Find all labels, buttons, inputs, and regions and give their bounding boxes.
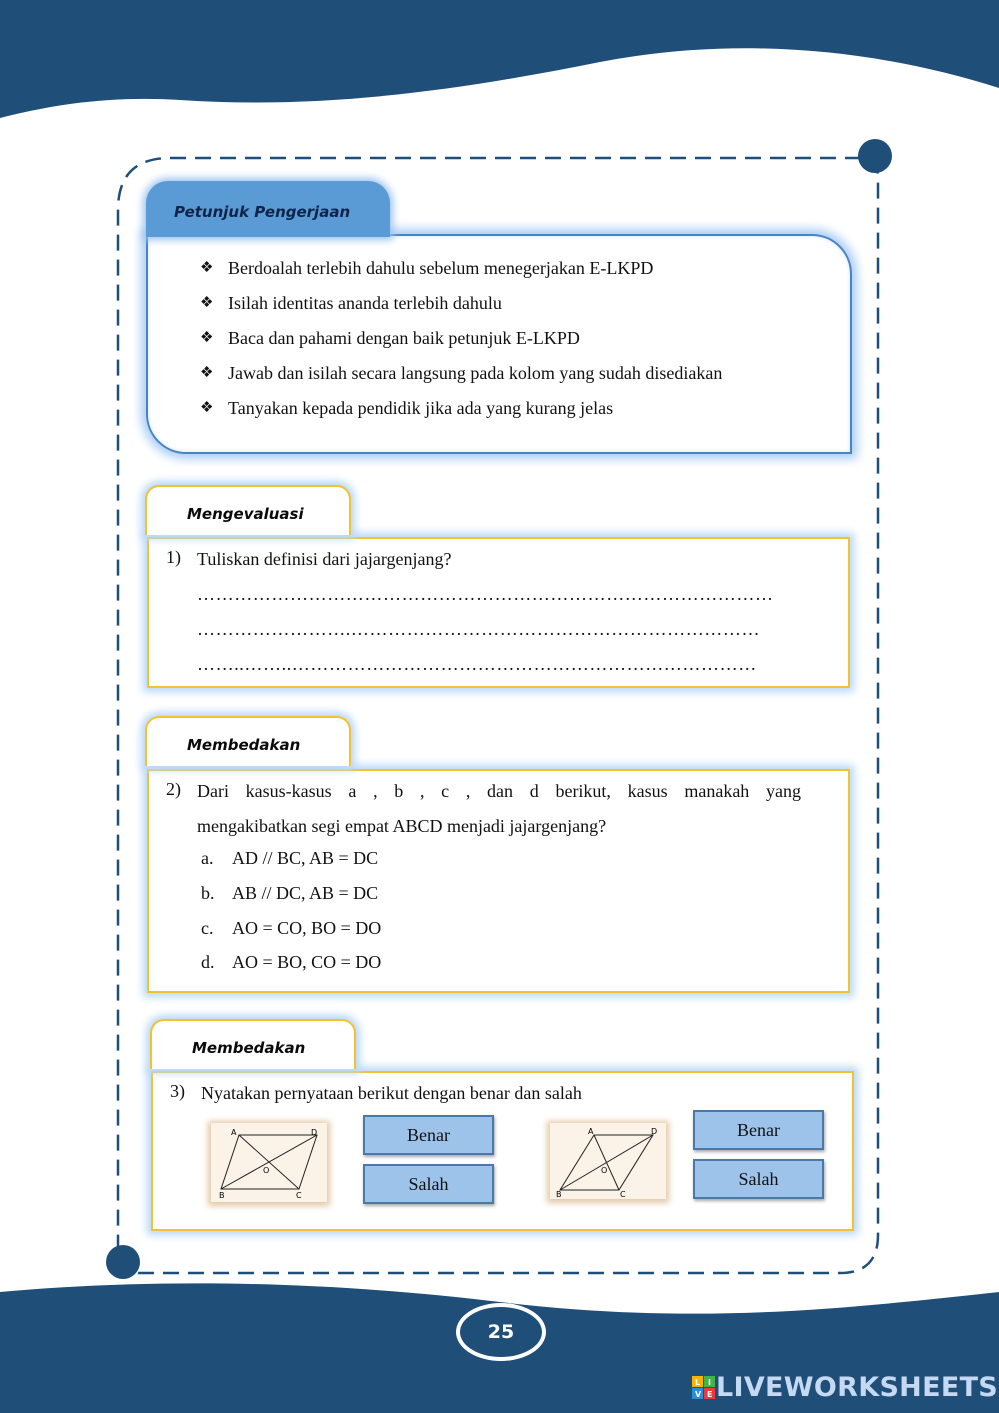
salah-button-2[interactable]: Salah xyxy=(693,1159,824,1199)
center-label-o: O xyxy=(601,1166,608,1175)
question-number: 3) xyxy=(170,1081,185,1101)
distinguish-section-title-1: Membedakan xyxy=(145,716,351,766)
svg-text:V: V xyxy=(695,1389,702,1399)
option-b: b. AB // DC, AB = DC xyxy=(201,883,379,903)
diamond-cluster-icon: ❖ xyxy=(200,295,214,311)
question-text: Nyatakan pernyataan berikut dengan benar dan salah xyxy=(201,1083,582,1103)
benar-button-2[interactable]: Benar xyxy=(693,1110,824,1150)
diamond-cluster-icon: ❖ xyxy=(200,260,214,276)
distinguish-section-title-2: Membedakan xyxy=(150,1019,356,1069)
vertex-label-c: C xyxy=(620,1190,626,1199)
question-text-line2: mengakibatkan segi empat ABCD menjadi jajargenjang? xyxy=(197,816,607,836)
vertex-label-b: B xyxy=(556,1190,562,1199)
svg-text:L: L xyxy=(695,1377,701,1387)
diamond-cluster-icon: ❖ xyxy=(200,330,214,346)
question-number: 2) xyxy=(166,779,181,799)
liveworksheets-wordmark: LIVEWORKSHEETS xyxy=(716,1372,999,1403)
instruction-item: ❖ Tanyakan kepada pendidik jika ada yang kurang jelas xyxy=(200,396,722,431)
question-text: Tuliskan definisi dari jajargenjang? xyxy=(197,549,452,569)
vertex-label-c: C xyxy=(296,1191,302,1200)
vertex-label-a: A xyxy=(231,1128,237,1137)
answer-line[interactable]: …………………….………………………………………………………… xyxy=(197,619,761,639)
parallelogram-figure xyxy=(550,1123,666,1199)
instructions-title: Petunjuk Pengerjaan xyxy=(146,181,390,237)
liveworksheets-grid-icon xyxy=(692,1376,716,1400)
center-label-o: O xyxy=(263,1166,270,1175)
parallelogram-diagram-2 xyxy=(550,1123,666,1199)
frame-dot-bottom-left xyxy=(106,1245,140,1279)
vertex-label-b: B xyxy=(219,1191,225,1200)
page-number-badge: 25 xyxy=(456,1303,546,1361)
benar-button-1[interactable]: Benar xyxy=(363,1115,494,1155)
vertex-label-d: D xyxy=(651,1127,658,1136)
option-c: c. AO = CO, BO = DO xyxy=(201,918,382,938)
salah-button-1[interactable]: Salah xyxy=(363,1164,494,1204)
vertex-label-a: A xyxy=(588,1127,594,1136)
instruction-item: ❖ Isilah identitas ananda terlebih dahulu xyxy=(200,291,722,326)
option-d: d. AO = BO, CO = DO xyxy=(201,952,382,972)
instruction-item: ❖ Berdoalah terlebih dahulu sebelum menegerjakan E-LKPD xyxy=(200,256,722,291)
answer-line[interactable]: ………………………………………………………………………………… xyxy=(197,584,774,604)
parallelogram-diagram-1 xyxy=(211,1123,327,1202)
parallelogram-figure xyxy=(211,1123,327,1202)
vertex-label-d: D xyxy=(311,1128,318,1137)
option-a: a. AD // BC, AB = DC xyxy=(201,848,379,868)
diamond-cluster-icon: ❖ xyxy=(200,400,214,416)
answer-line[interactable]: ……..……..………………………………………………………………… xyxy=(197,654,757,674)
instruction-item: ❖ Baca dan pahami dengan baik petunjuk E-LKPD xyxy=(200,326,722,361)
diamond-cluster-icon: ❖ xyxy=(200,365,214,381)
svg-text:I: I xyxy=(708,1377,711,1387)
evaluate-section-title: Mengevaluasi xyxy=(145,485,351,535)
liveworksheets-logo[interactable] xyxy=(692,1372,998,1403)
question-number: 1) xyxy=(166,547,181,567)
svg-text:E: E xyxy=(707,1389,713,1399)
instructions-list xyxy=(200,256,722,431)
frame-dot-top-right xyxy=(858,139,892,173)
question-text-line1: Dari kasus-kasus a , b , c , dan d berikut, kasus manakah yang xyxy=(197,781,801,801)
instruction-item: ❖ Jawab dan isilah secara langsung pada kolom yang sudah disediakan xyxy=(200,361,722,396)
